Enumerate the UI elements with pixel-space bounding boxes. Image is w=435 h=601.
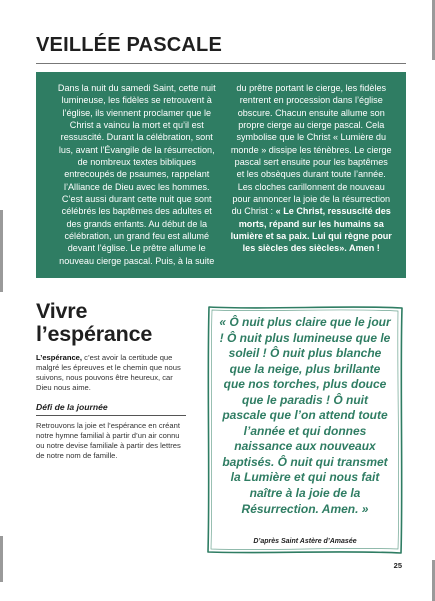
hope-title bbox=[36, 300, 186, 346]
page-number: 25 bbox=[393, 561, 402, 570]
vigil-text: du prêtre portant le cierge, les fidèles rentrent en procession dans l’église obscure. Chacun ensuite allume son propre cierge au cierge pascal. Cela symbolise que le Christ « Lumière du monde » dissipe les ténèbres. Le cierge pascal sert ensuite pour les baptêmes et les obsèques durant toute l’année. Les cloches carillonnent de nouveau pour annoncer la joie de la résurrection du Christ : bbox=[230, 83, 392, 217]
vigil-column-right bbox=[231, 82, 393, 278]
page-header bbox=[36, 34, 406, 64]
page-title: VEILLÉE PASCALE bbox=[36, 34, 222, 56]
hope-title-line2: l’espérance bbox=[36, 322, 153, 346]
quote-source: D’après Saint Astère d’Amasée bbox=[253, 538, 357, 545]
vigil-column-left: Dans la nuit du samedi Saint, cette nuit lumineuse, les fidèles se retrouvent à l’église, ils viennent proclamer que le Christ a vaincu la mort et qu’il est ressuscité. Durant la célébration, sont lus, avant l’Évangile de la résurrection, de nombreux textes bibliques entrecoupés de psaumes, rappelant l’Alliance de Dieu avec les hommes. C’est aussi durant cette nuit que sont célébrés les baptêmes des adultes et des grands enfants. Au début de la célébration, un grand feu est allumé devant l’église. Le prêtre allume le nouveau cierge pascal. Puis, à la suite bbox=[57, 83, 216, 266]
easter-night-quote: « Ô nuit plus claire que le jour ! Ô nuit plus lumineuse que le soleil ! Ô nuit plus blanche que la neige, plus brillante que nos torches, plus douce que le paradis ! Ô nuit pascale que l’on attend toute l’année et qui donnes naissance aux nouveaux baptisés. Ô nuit qui transmet la Lumière et qui nous fait naître à la joie de la Résurrection. Amen. » bbox=[219, 315, 391, 516]
page-edge-mark bbox=[0, 210, 3, 292]
hope-title-line1: Vivre bbox=[36, 299, 88, 323]
daily-challenge-title: Défi de la journée bbox=[36, 402, 186, 416]
hope-intro-text: c’est avoir la certitude que malgré les épreuves et le chemin que nous suivons, nous pouvons être heureux, car Dieu nous aime. bbox=[36, 353, 181, 392]
vigil-text-box bbox=[36, 72, 406, 278]
vigil-acclamation: « Le Christ, ressuscité des morts, répand sur les humains sa lumière et sa paix. Lui qui règne pour les siècles des siècles». Amen ! bbox=[230, 206, 392, 254]
page-edge-mark bbox=[0, 536, 3, 582]
quote-box bbox=[205, 304, 405, 556]
hope-intro bbox=[36, 353, 186, 393]
hope-section bbox=[36, 300, 186, 461]
hope-intro-term: L’espérance, bbox=[36, 353, 83, 362]
title-divider bbox=[36, 63, 406, 64]
daily-challenge-text: Retrouvons la joie et l’espérance en créant notre hymne familial à partir d’un air connu ou notre devise familiale à partir des lettres de notre nom de famille. bbox=[36, 421, 181, 460]
